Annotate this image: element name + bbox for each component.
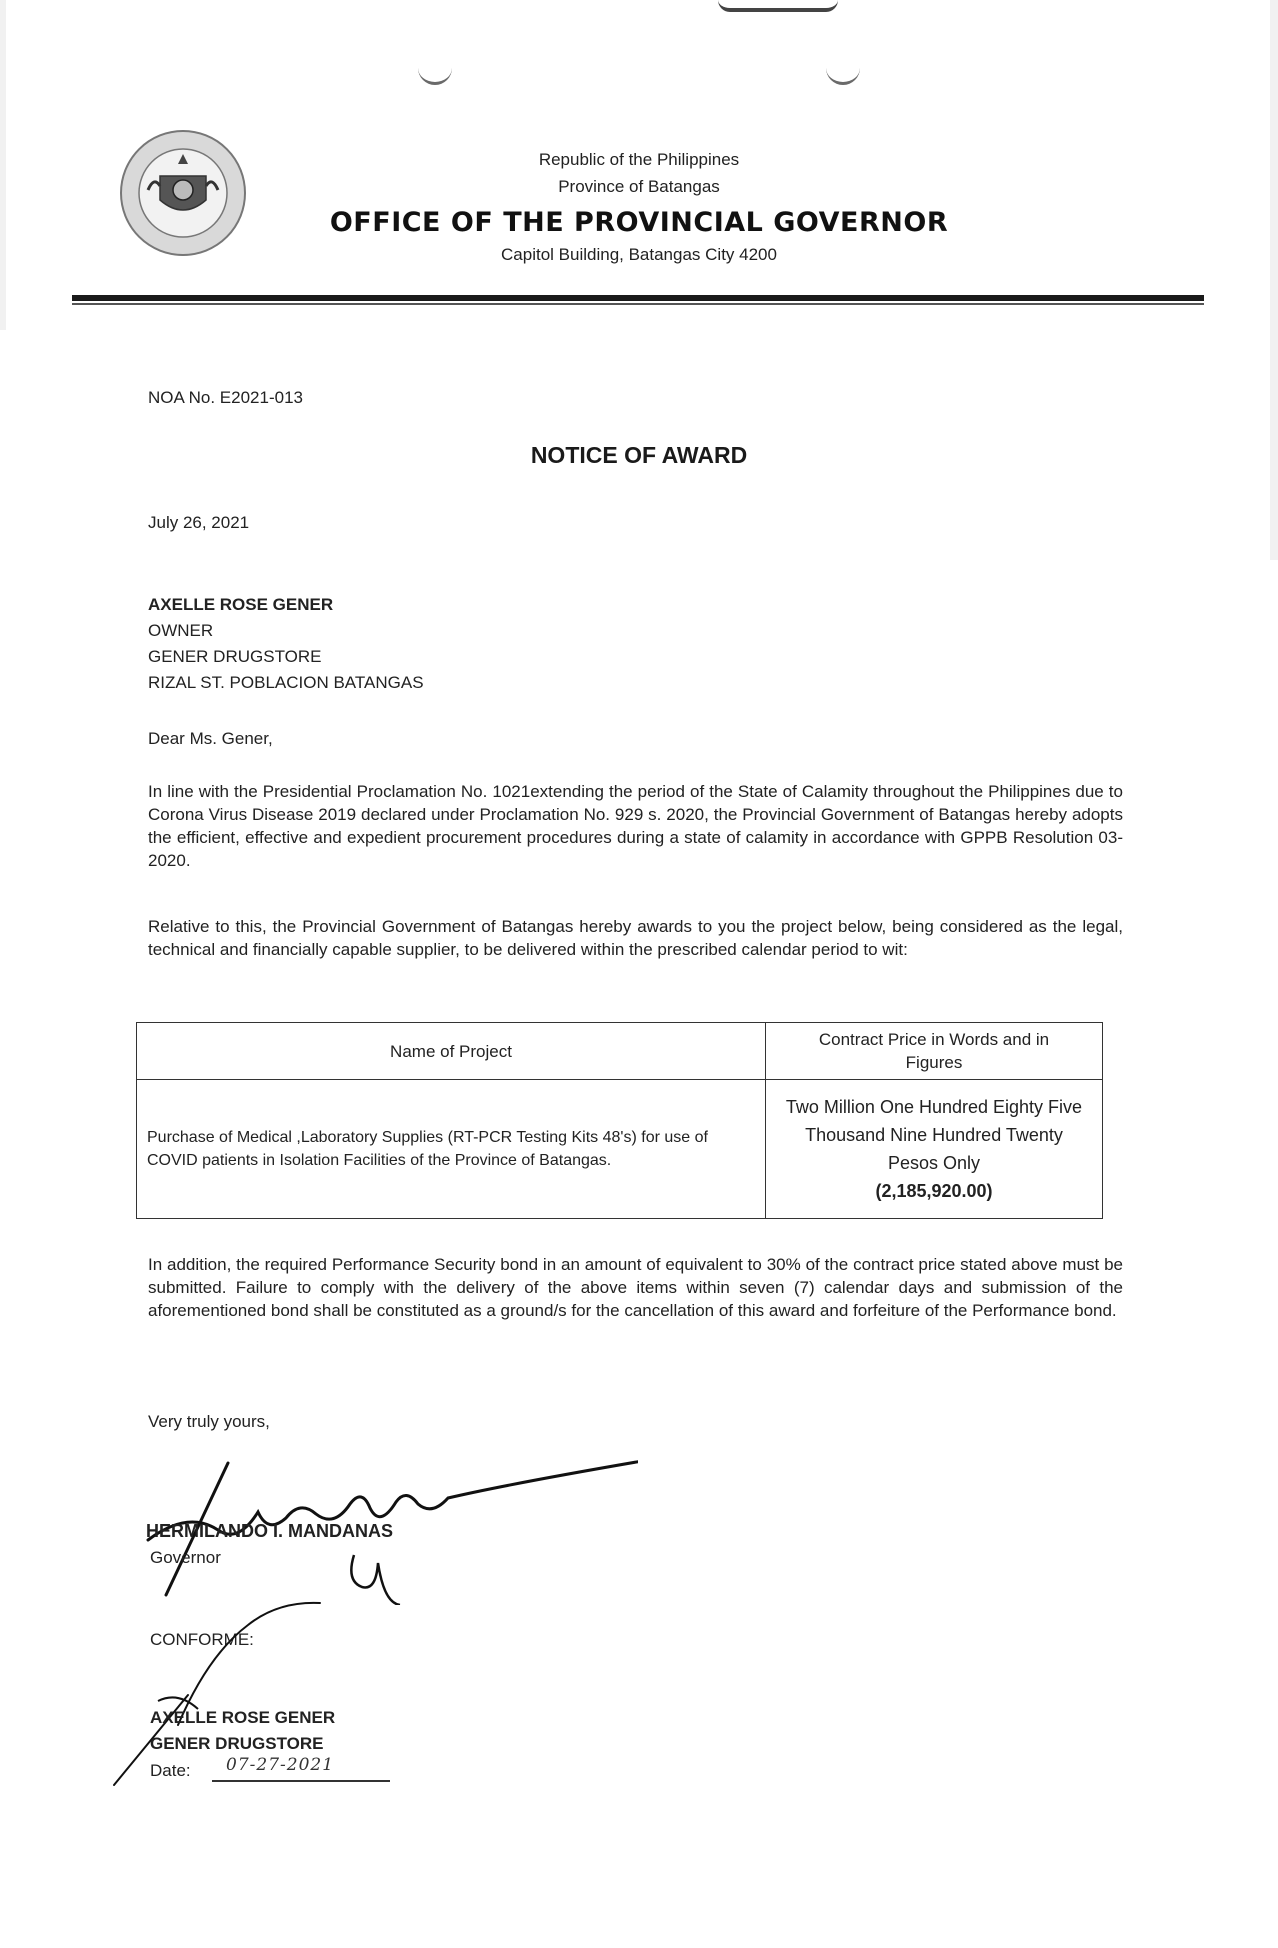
project-description: Purchase of Medical ,Laboratory Supplies (RT-PCR Testing Kits 48's) for use of COVID patients in Isolation Facilities of the Province of Batangas. <box>137 1080 766 1219</box>
conforme-name: AXELLE ROSE GENER <box>150 1708 336 1727</box>
conforme-date-value: 07-27-2021 <box>226 1755 335 1775</box>
header-province: Province of Batangas <box>558 177 720 196</box>
header-divider-thick <box>72 295 1204 301</box>
closing: Very truly yours, <box>148 1412 270 1431</box>
header-office: OFFICE OF THE PROVINCIAL GOVERNOR <box>329 207 949 238</box>
letter-date: July 26, 2021 <box>148 513 250 532</box>
signatory-name: HERMILANDO I. MANDANAS <box>146 1521 393 1541</box>
paragraph-award: Relative to this, the Provincial Government of Batangas hereby awards to you the project below, being considered as the legal, technical and financially capable supplier, to be delivered within the prescribed calendar period to wit: <box>148 917 1123 959</box>
signatory-title: Governor <box>150 1548 221 1567</box>
price-in-figures: (2,185,920.00) <box>875 1181 993 1201</box>
contract-price-cell <box>766 1080 1103 1219</box>
award-table <box>136 1022 1103 1219</box>
recipient-position: OWNER <box>148 621 214 640</box>
header-divider-thin <box>72 303 1204 305</box>
paragraph-performance-bond: In addition, the required Performance Security bond in an amount of equivalent to 30% of the contract price stated above must be submitted. Failure to comply with the delivery of the above items within seven (7) calendar days and submission of the aforementioned bond shall be constituted as a ground/s for the cancellation of this award and forfeiture of the Performance bond. <box>148 1255 1123 1320</box>
header-address: Capitol Building, Batangas City 4200 <box>501 245 777 264</box>
scan-edge-right <box>1270 0 1278 560</box>
conforme-date-label: Date: <box>150 1761 191 1780</box>
punch-hole-right <box>826 62 860 85</box>
paragraph-proclamation: In line with the Presidential Proclamation No. 1021extending the period of the State of Calamity throughout the Philippines due to Corona Virus Disease 2019 declared under Proclamation No. 929 s. 2020, the Provincial Government of Batangas hereby adopts the efficient, effective and expedient procurement procedures during a state of calamity in accordance with GPPB Resolution 03-2020. <box>148 782 1123 870</box>
recipient-address: RIZAL ST. POBLACION BATANGAS <box>148 673 424 692</box>
noa-number: NOA No. E2021-013 <box>148 388 303 407</box>
price-in-words: Two Million One Hundred Eighty Five Thousand Nine Hundred Twenty Pesos Only <box>785 1097 1083 1173</box>
punch-hole-left <box>418 62 452 85</box>
recipient-name: AXELLE ROSE GENER <box>148 595 334 614</box>
recipient-company: GENER DRUGSTORE <box>148 647 322 666</box>
document-title: NOTICE OF AWARD <box>530 442 748 468</box>
table-header-row <box>137 1023 1103 1080</box>
header-project-name: Name of Project <box>137 1023 766 1080</box>
header-contract-price <box>766 1023 1103 1080</box>
header-country: Republic of the Philippines <box>538 150 740 169</box>
scan-top-mark <box>718 0 838 12</box>
table-row <box>137 1080 1103 1219</box>
header-contract-price-text: Contract Price in Words and in Figures <box>818 1030 1050 1072</box>
date-underline <box>212 1780 390 1782</box>
conforme-label: CONFORME: <box>150 1630 254 1649</box>
salutation: Dear Ms. Gener, <box>148 729 273 748</box>
conforme-company: GENER DRUGSTORE <box>150 1734 324 1753</box>
